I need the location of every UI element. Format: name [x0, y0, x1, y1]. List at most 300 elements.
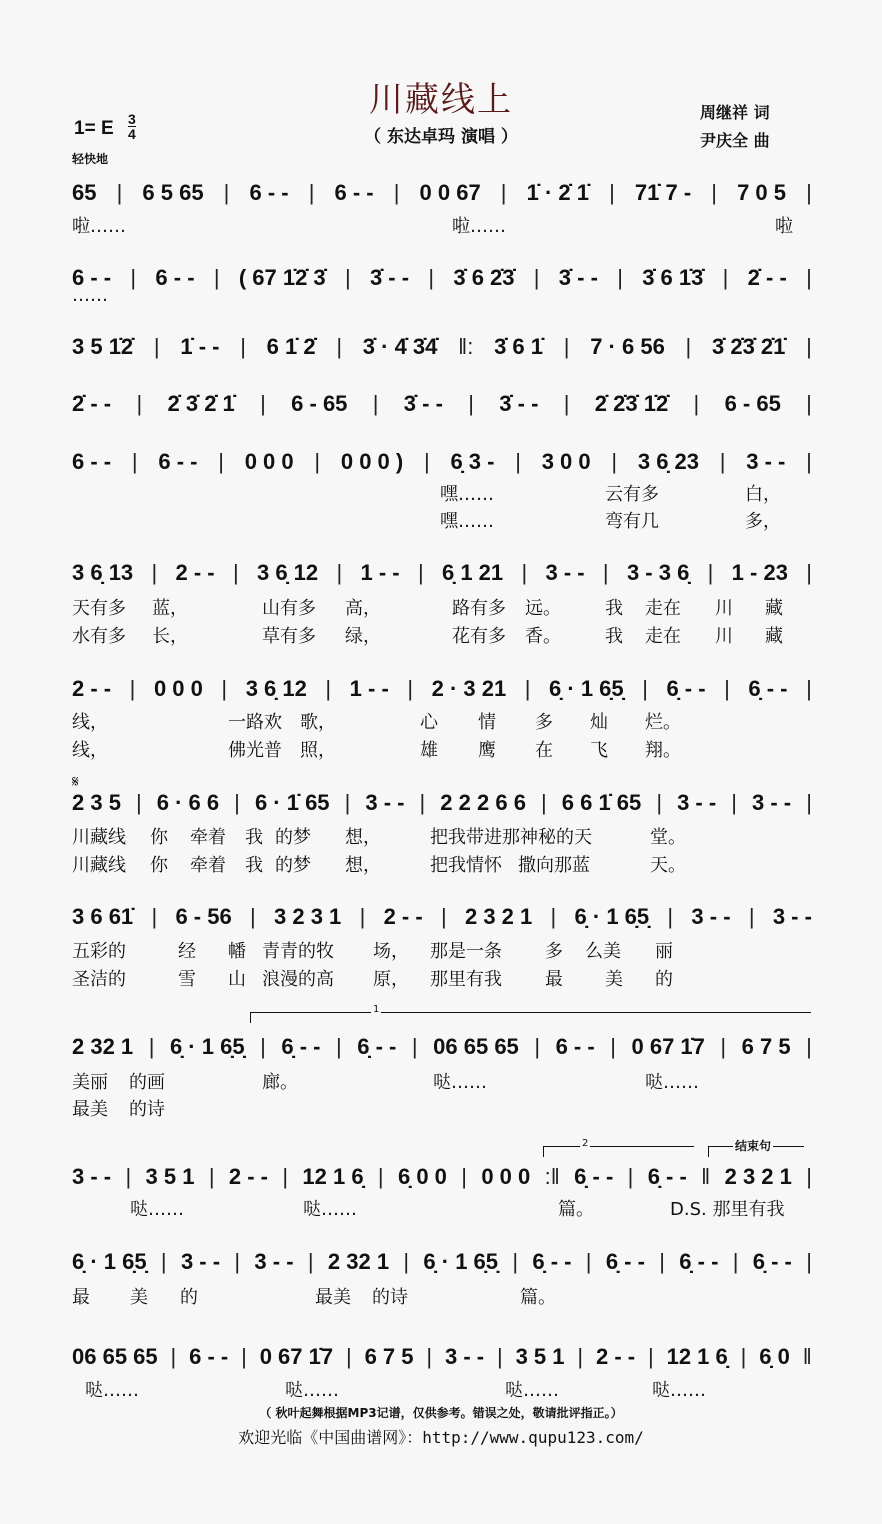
lyric-segment: 堂。 [650, 827, 686, 848]
measure: 0 67 1̇7 [259, 1344, 334, 1369]
barline: | [496, 1344, 503, 1369]
barline: | [563, 334, 570, 359]
barline: | [563, 391, 570, 416]
lyric-segment: 长， [152, 626, 188, 647]
measure: 3 - - [72, 1164, 112, 1189]
lyric-segment: 雪 [178, 969, 196, 990]
lyric-segment: 蓝， [152, 598, 188, 619]
measure: 3 - - [691, 904, 731, 929]
lyric-segment: 草有多 [262, 626, 316, 647]
barline: | [617, 265, 623, 290]
key-signature: 1= E [74, 118, 114, 139]
lyric-segment: 你 [150, 827, 168, 848]
lyric-segment: 廊。 [262, 1072, 298, 1093]
barline: | [609, 180, 615, 205]
barline: | [585, 1249, 592, 1274]
barline: | [282, 1164, 289, 1189]
measure: 2 - - [175, 560, 215, 585]
barline: | [223, 180, 230, 205]
barline: :‖ [544, 1164, 560, 1189]
barline: | [241, 1344, 247, 1369]
lyric-segment: 心 [420, 712, 438, 733]
measure: 3 5 1 [515, 1344, 565, 1369]
barline: | [515, 449, 521, 474]
lyric-segment: 牵着 [190, 855, 226, 876]
measure: 3̇ · 4̇ 3̇4̇ [362, 334, 438, 359]
measure: 65 [72, 180, 97, 205]
barline: | [642, 676, 648, 701]
barline: | [411, 1034, 418, 1059]
lyric-segment: 最美 [72, 1099, 108, 1120]
lyric-segment: 那是一条 [430, 941, 502, 962]
measure: 06 65 65 [72, 1344, 158, 1369]
lyric-segment: 想， [345, 827, 381, 848]
barline: | [314, 449, 321, 474]
tempo-marking: 轻快地 [72, 152, 109, 166]
measure: 2 - - [383, 904, 423, 929]
barline: | [232, 560, 239, 585]
barline: | [806, 560, 812, 585]
measure: 0 0 0 [244, 449, 294, 474]
lyric-segment: 走在 [645, 626, 681, 647]
barline: | [116, 180, 123, 205]
lyric-segment: 哒…… [645, 1072, 699, 1093]
lyric-segment: 天有多 [72, 598, 126, 619]
notation-line [72, 674, 812, 704]
measure: 3 - - [444, 1344, 485, 1369]
measure: 3̇ 2̇3̇ 2̇1̇ [712, 334, 786, 359]
lyric-segment: 丽 [655, 941, 673, 962]
measure: 6̣ 0 0 [397, 1164, 447, 1189]
lyric-segment: 走在 [645, 598, 681, 619]
lyric-segment: 灿 [590, 712, 608, 733]
measure: 6̣ - - [679, 1249, 719, 1274]
barline: | [218, 449, 224, 474]
barline: | [345, 1344, 352, 1369]
lyric-segment: 的 [180, 1287, 198, 1308]
lyric-segment: D.S. 那里有我 [670, 1199, 785, 1220]
barline: | [260, 391, 266, 416]
notation-line [72, 389, 812, 419]
lyric-segment: 川 [715, 626, 733, 647]
lyric-segment: 篇。 [558, 1199, 594, 1220]
measure: 3̇ - - [403, 391, 443, 416]
lyric-segment: 哒…… [505, 1380, 559, 1401]
barline: | [148, 1034, 155, 1059]
lyric-segment: 川藏线 [72, 827, 126, 848]
measure: 2 2 2 6 6 [440, 790, 526, 815]
measure: 2 32 1 [72, 1034, 134, 1059]
measure: 3 5 1 [145, 1164, 195, 1189]
lyric-segment: 飞 [590, 740, 608, 761]
barline: | [344, 265, 351, 290]
measure: 6̣ 0 [759, 1344, 790, 1369]
lyric-segment: 哒…… [303, 1199, 357, 1220]
barline: | [131, 449, 138, 474]
measure: 3 6 61̇ [72, 904, 134, 929]
measure: 3 6̣ 12 [256, 560, 319, 585]
barline: | [693, 391, 700, 416]
measure: 1̇ - - [180, 334, 220, 359]
volta-1-label: 1 [373, 1004, 380, 1015]
lyric-segment: …… [72, 285, 108, 306]
notation-line [72, 1247, 812, 1277]
barline: | [125, 1164, 132, 1189]
volta-1-bracket [250, 1004, 811, 1023]
measure: 6̣ - - [752, 1249, 792, 1274]
measure: 2 3 5 [72, 790, 121, 815]
measure: 6 5 65 [142, 180, 204, 205]
barline: | [719, 449, 726, 474]
measure: 3̇ - - [369, 265, 410, 290]
barline: | [724, 676, 730, 701]
barline: | [806, 1249, 812, 1274]
measure: 0 0 0 ) [340, 449, 404, 474]
barline: | [151, 904, 158, 929]
barline: | [136, 391, 143, 416]
lyric-segment: 山有多 [262, 598, 316, 619]
ending-bracket [708, 1139, 804, 1157]
lyric-segment: 啦…… [452, 216, 506, 237]
measure: 1 - 23 [731, 560, 788, 585]
barline: | [611, 449, 618, 474]
measure: 6̣ - - [666, 676, 706, 701]
measure: 3 - - [752, 790, 792, 815]
lyric-segment: 你 [150, 855, 168, 876]
measure: 3 5 1̇2̇ [72, 334, 134, 359]
song-title: 川藏线上 [369, 80, 513, 120]
barline: | [806, 449, 812, 474]
barline: | [325, 676, 332, 701]
measure: 6 - 56 [175, 904, 232, 929]
measure: 3 6̣ 13 [72, 560, 134, 585]
lyric-segment: 香。 [525, 626, 561, 647]
lyric-segment: 原， [373, 969, 409, 990]
measure: 3 - - [545, 560, 585, 585]
measure: 3̇ 6 2̇3̇ [453, 265, 515, 290]
lyric-segment: 远。 [525, 598, 561, 619]
barline: | [627, 1164, 634, 1189]
barline: | [550, 904, 557, 929]
barline: | [656, 790, 663, 815]
lyric-segment: 美 [605, 969, 623, 990]
barline: | [403, 1249, 410, 1274]
barline: | [160, 1249, 167, 1274]
lyric-segment: 我 [245, 827, 263, 848]
volta-2-bracket [543, 1138, 694, 1157]
measure: 1̇ · 2̇ 1̇ [526, 180, 589, 205]
lyric-segment: 圣洁的 [72, 969, 126, 990]
lyric-segment: 线， [72, 712, 108, 733]
barline: | [534, 1034, 541, 1059]
lyric-segment: 弯有几 [605, 511, 659, 532]
barline: | [748, 904, 755, 929]
measure: 2̇ - - [72, 391, 112, 416]
barline: | [336, 1034, 342, 1059]
barline: | [806, 391, 812, 416]
barline: | [461, 1164, 467, 1189]
lyric-segment: 场， [373, 941, 409, 962]
notation-line [72, 447, 812, 477]
lyric-segment: 我 [245, 855, 263, 876]
barline: | [336, 334, 343, 359]
measure: 6̣ - - [748, 676, 788, 701]
barline: | [344, 790, 351, 815]
measure: 6 - - [249, 180, 289, 205]
barline: | [135, 790, 142, 815]
measure: 3 6̣ 12 [245, 676, 307, 701]
lyric-segment: 多 [545, 941, 563, 962]
measure: 3 - - [746, 449, 786, 474]
measure: 6 6 1̇ 65 [561, 790, 642, 815]
lyric-segment: 的梦 [275, 827, 311, 848]
barline: | [533, 265, 540, 290]
barline: | [740, 1344, 747, 1369]
barline: | [711, 180, 717, 205]
barline: | [732, 1249, 739, 1274]
lyric-segment: 把我情怀 [430, 855, 502, 876]
lyric-segment: 佛光普 [228, 740, 282, 761]
measure: 6̣ - - [647, 1164, 687, 1189]
barline: | [806, 180, 812, 205]
time-signature [128, 112, 136, 141]
lyric-segment: 川 [715, 598, 733, 619]
barline: | [250, 904, 256, 929]
barline: | [806, 334, 812, 359]
measure: 6 · 6 6 [156, 790, 220, 815]
measure: 0 0 67 [419, 180, 481, 205]
lyric-segment: 最美 [315, 1287, 351, 1308]
notation-line [72, 178, 812, 208]
lyric-segment: 把我带进那神秘的天 [430, 827, 592, 848]
barline: | [234, 1249, 241, 1274]
measure: 3 - - [180, 1249, 221, 1274]
measure: 71̇ 7 - [634, 180, 692, 205]
barline: | [213, 265, 220, 290]
lyric-segment: 的诗 [372, 1287, 408, 1308]
lyric-segment: 哒…… [433, 1072, 487, 1093]
lyric-segment: 我 [605, 598, 623, 619]
measure: 6̣ · 1 6̣5̣ [72, 1249, 147, 1274]
measure: 2̇ - - [747, 265, 787, 290]
barline: | [407, 676, 414, 701]
measure: 3 - - [254, 1249, 294, 1274]
barline: | [577, 1344, 584, 1369]
measure: 6 - - [72, 265, 112, 290]
barline: | [234, 790, 240, 815]
lyricist-credit: 周继祥 词 [700, 103, 770, 122]
measure: 6 - 65 [724, 391, 781, 416]
lyric-segment: 哒…… [85, 1380, 139, 1401]
measure: 6 - - [334, 180, 374, 205]
lyric-segment: 水有多 [72, 626, 126, 647]
measure: 3̇ - - [558, 265, 598, 290]
measure: ( 67 1̇2̇ 3̇ [238, 265, 326, 290]
lyric-segment: 的 [655, 969, 673, 990]
lyric-segment: 多 [535, 712, 553, 733]
measure: 6̣ · 1 6̣5̣ [549, 676, 624, 701]
barline: | [240, 334, 246, 359]
lyric-segment: 云有多 [605, 484, 659, 505]
measure: 06 65 65 [433, 1034, 519, 1059]
measure: 3̇ 6 1̇3̇ [642, 265, 704, 290]
lyric-segment: 鹰 [478, 740, 496, 761]
lyric-segment: 高， [345, 598, 381, 619]
lyric-segment: 哒…… [130, 1199, 184, 1220]
barline: | [806, 790, 812, 815]
measure: 3̇ - - [499, 391, 539, 416]
measure: 3̇ 6 1̇ [494, 334, 544, 359]
barline: | [419, 790, 426, 815]
measure: 3 - 3 6̣ [626, 560, 690, 585]
measure: 2 3 2 1 [724, 1164, 792, 1189]
lyric-segment: 多， [745, 511, 781, 532]
measure: 6̣ - - [532, 1249, 572, 1274]
lyric-segment: 幡 [228, 941, 246, 962]
barline: | [151, 560, 158, 585]
measure: 6̣ - - [574, 1164, 614, 1189]
lyric-segment: 情 [478, 712, 496, 733]
measure: 0 0 0 [481, 1164, 531, 1189]
barline: | [707, 560, 714, 585]
measure: 6 · 1̇ 65 [254, 790, 330, 815]
lyric-segment: 藏 [765, 598, 783, 619]
barline: | [806, 265, 812, 290]
barline: | [170, 1344, 177, 1369]
barline: | [423, 449, 430, 474]
measure: 6̣ 3 - [450, 449, 495, 474]
barline: | [393, 180, 400, 205]
measure: 12 1 6̣ [666, 1344, 728, 1369]
lyric-segment: 啦 [775, 216, 793, 237]
lyric-segment: 五彩的 [72, 941, 126, 962]
lyric-segment: 照， [300, 740, 336, 761]
barline: ‖: [458, 334, 474, 359]
measure: 2 3 2 1 [464, 904, 533, 929]
lyric-segment: 花有多 [452, 626, 506, 647]
measure: 6̣ · 1 6̣5̣ [169, 1034, 245, 1059]
lyric-segment: 路有多 [452, 598, 506, 619]
lyric-segment: 哒…… [652, 1380, 706, 1401]
notation-line [72, 558, 812, 588]
lyric-segment: 哒…… [285, 1380, 339, 1401]
barline: | [512, 1249, 519, 1274]
measure: 6̣ 1 21 [441, 560, 504, 585]
barline: | [417, 560, 424, 585]
barline: | [647, 1344, 654, 1369]
barline: | [129, 676, 136, 701]
barline: | [260, 1034, 266, 1059]
measure: 0 67 1̇7 [631, 1034, 705, 1059]
lyric-segment: 嘿…… [440, 484, 494, 505]
lyric-segment: 啦…… [72, 216, 126, 237]
barline: | [667, 904, 674, 929]
barline: | [806, 676, 812, 701]
lyric-segment: 那里有我 [430, 969, 502, 990]
lyric-segment: 线， [72, 740, 108, 761]
barline: | [336, 560, 343, 585]
barline: | [307, 1249, 314, 1274]
barline: | [610, 1034, 616, 1059]
barline: | [806, 1164, 812, 1189]
barline: | [440, 904, 447, 929]
lyric-segment: 浪漫的高 [262, 969, 334, 990]
barline: | [468, 391, 474, 416]
lyric-segment: 川藏线 [72, 855, 126, 876]
measure: 2̇ 3̇ 2̇ 1̇ [167, 391, 235, 416]
lyric-segment: 撒向那蓝 [518, 855, 590, 876]
measure: 6 7 5 [364, 1344, 414, 1369]
measure: 2̇ 2̇3̇ 1̇2̇ [594, 391, 669, 416]
measure: 3 - - [772, 904, 812, 929]
barline: | [308, 180, 315, 205]
singer-credit: （ 东达卓玛 演唱 ） [364, 127, 518, 147]
barline: | [731, 790, 737, 815]
lyric-segment: 白， [745, 484, 781, 505]
lyric-segment: 我 [605, 626, 623, 647]
measure: 2 - - [595, 1344, 636, 1369]
measure: 3 0 0 [541, 449, 591, 474]
measure: 1 - - [349, 676, 389, 701]
lyric-segment: 的画 [129, 1072, 165, 1093]
measure: 3 - - [677, 790, 717, 815]
ending-label: 结束句 [735, 1139, 772, 1153]
barline: | [208, 1164, 215, 1189]
lyric-segment: 烂。 [645, 712, 681, 733]
lyric-segment: 经 [178, 941, 196, 962]
notation-line [72, 332, 812, 362]
barline: | [377, 1164, 384, 1189]
barline: | [524, 676, 531, 701]
lyric-segment: 么美 [585, 941, 621, 962]
footer-site: 欢迎光临《中国曲谱网》：http://www.qupu123.com/ [238, 1428, 644, 1447]
measure: 6̣ - - [281, 1034, 321, 1059]
barline: ‖ [802, 1344, 812, 1369]
barline: | [153, 334, 160, 359]
measure: 6 - - [155, 265, 195, 290]
barline: | [500, 180, 507, 205]
notation-line [72, 788, 812, 818]
measure: 6̣ - - [357, 1034, 397, 1059]
barline: | [659, 1249, 665, 1274]
measure: 2 - - [228, 1164, 268, 1189]
segno-icon: 𝄋 [72, 772, 79, 791]
measure: 6 - - [555, 1034, 595, 1059]
measure: 6̣ - - [605, 1249, 645, 1274]
measure: 6 7 5 [741, 1034, 791, 1059]
barline: | [426, 1344, 433, 1369]
measure: 2 - - [72, 676, 112, 701]
lyric-segment: 翔。 [645, 740, 681, 761]
lyric-segment: 的梦 [275, 855, 311, 876]
lyric-segment: 天。 [650, 855, 686, 876]
measure: 6̣ · 1 6̣5̣ [423, 1249, 499, 1274]
measure: 6 - - [72, 449, 112, 474]
barline: | [722, 265, 729, 290]
measure: 6 1̇ 2̇ [266, 334, 316, 359]
measure: 3 2 3 1 [274, 904, 342, 929]
measure: 6̣ · 1 6̣5̣ [574, 904, 650, 929]
lyric-segment: 美 [130, 1287, 148, 1308]
lyric-segment: 想， [345, 855, 381, 876]
measure: 0 0 0 [153, 676, 203, 701]
barline: | [221, 676, 228, 701]
measure: 7 · 6 56 [590, 334, 665, 359]
barline: | [428, 265, 435, 290]
barline: | [540, 790, 547, 815]
lyric-segment: 牵着 [190, 827, 226, 848]
lyric-segment: 歌， [300, 712, 336, 733]
